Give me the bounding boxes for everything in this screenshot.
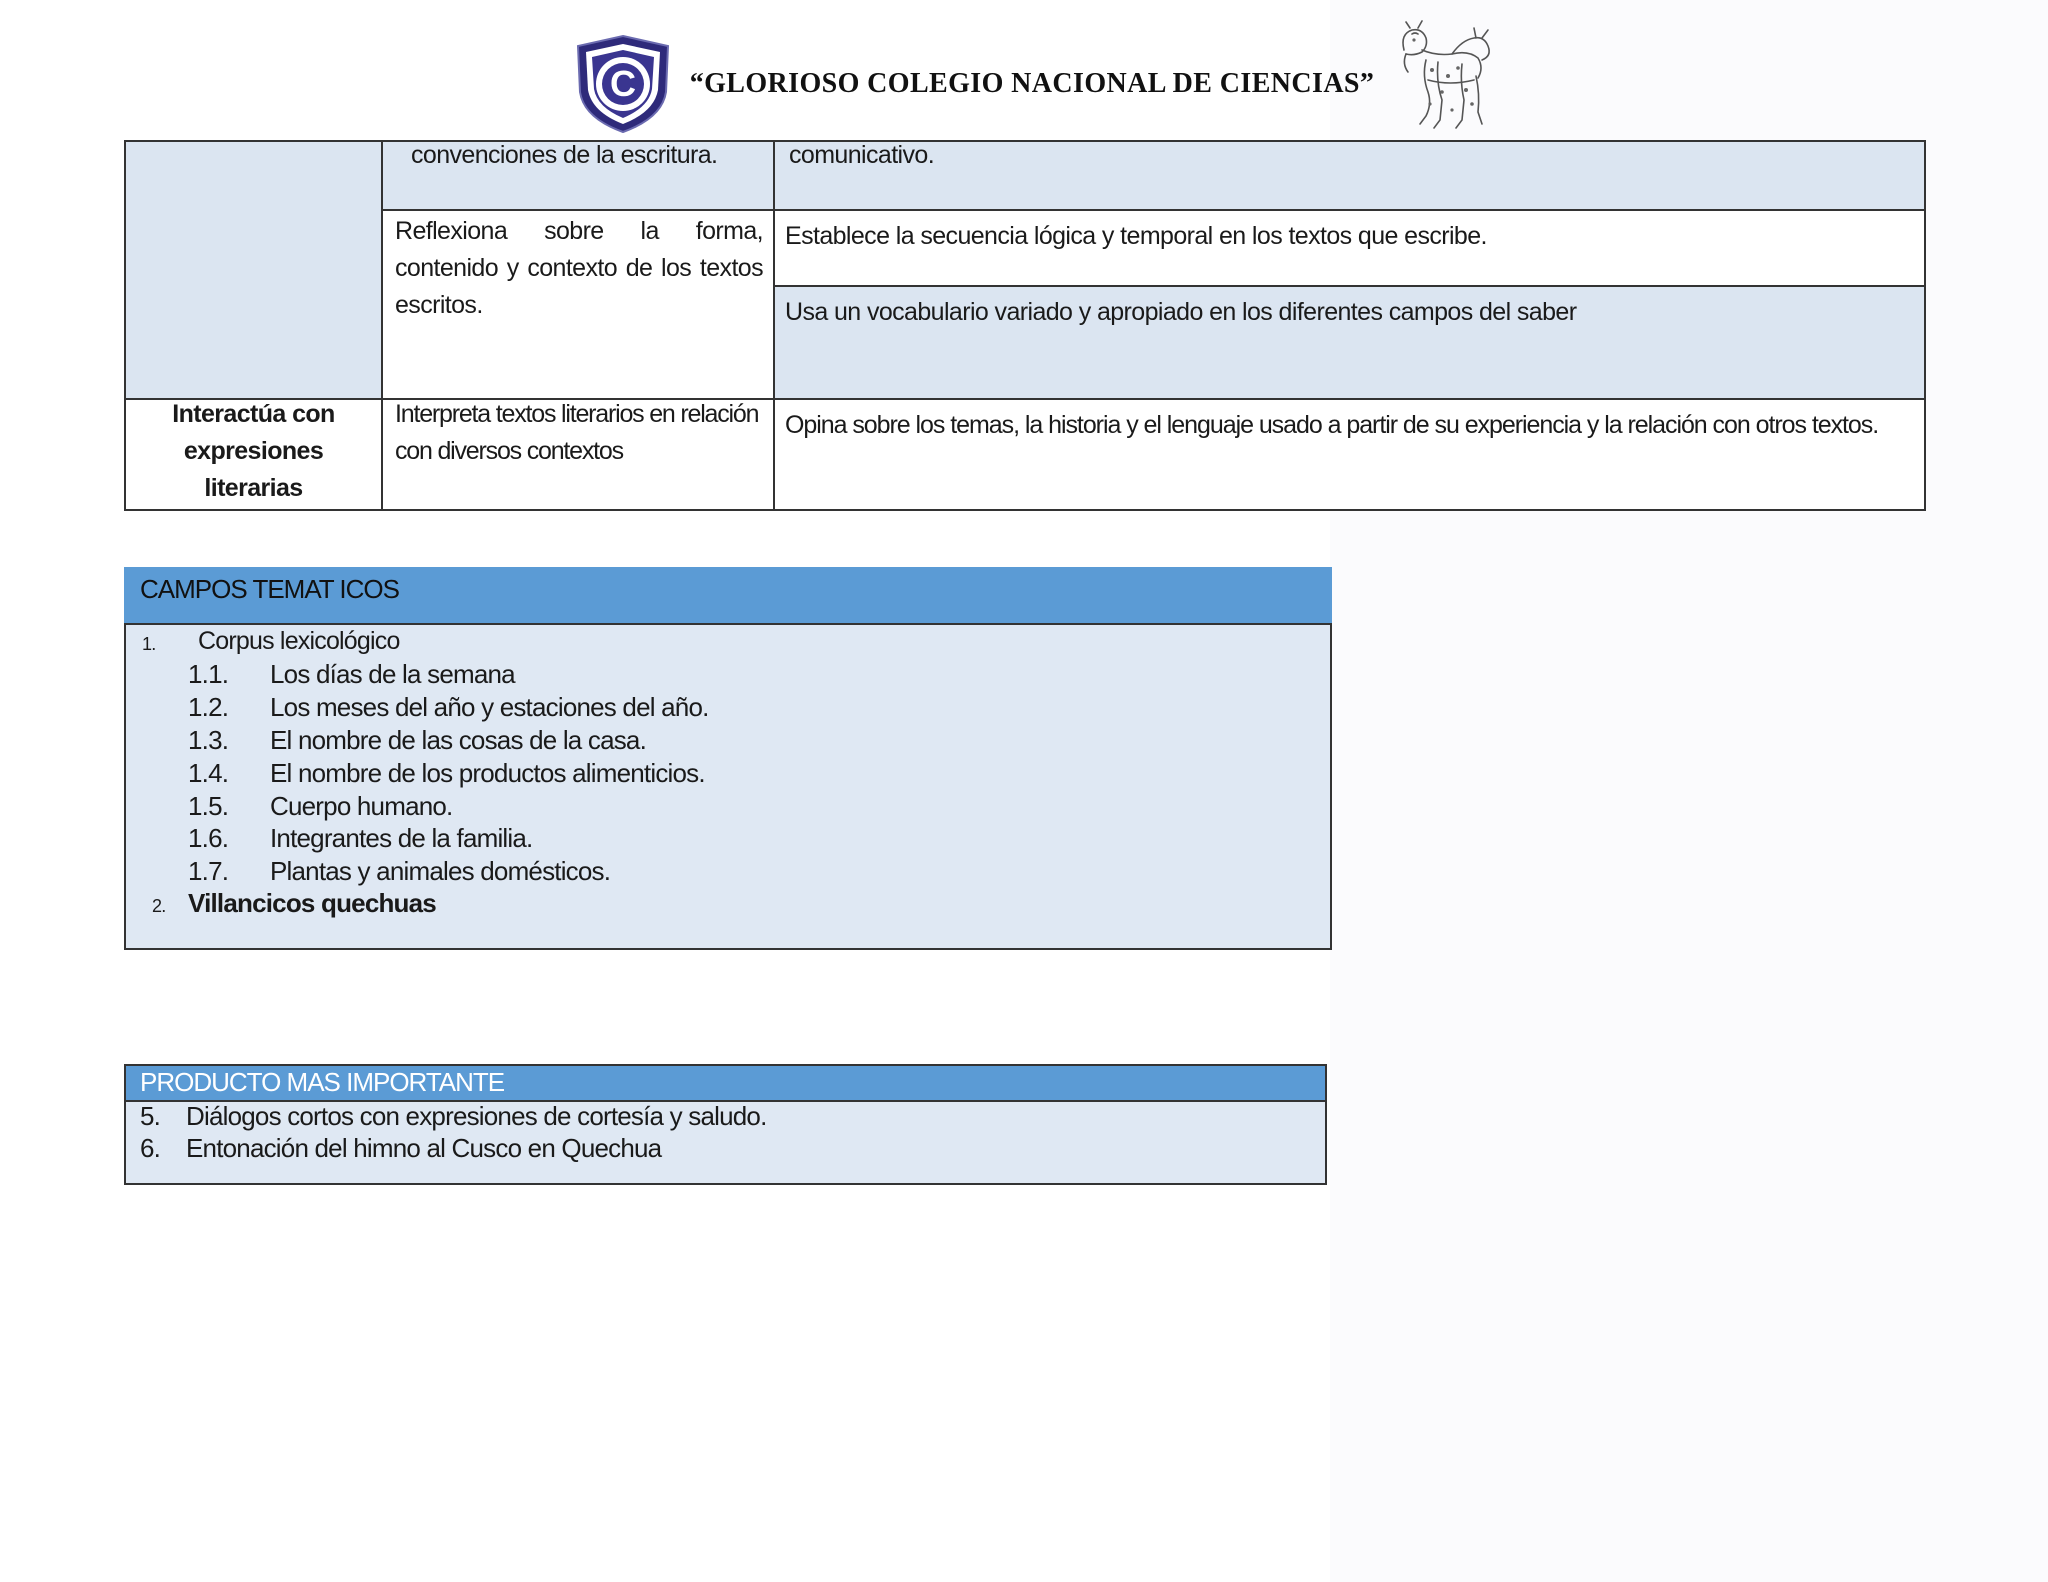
capacity-cell	[382, 399, 774, 510]
producto-title: PRODUCTO MAS IMPORTANTE	[140, 1067, 505, 1097]
indicator-cell	[774, 399, 1925, 510]
indicator-text: Usa un vocabulario variado y apropiado en los diferentes campos del saber	[785, 298, 1577, 326]
campos-tematicos-header	[124, 567, 1332, 623]
competency-table	[124, 140, 1926, 511]
campos-tematicos-list: 1. Corpus lexicológico 1.1. Los días de la semana 1.2. Los meses del año y estaciones del año. 1.3. El nombre de las cosas de la casa. 1.4. El nombre de los productos alimenticios. 1.5. Cuerpo humano. 1.6. Integrantes de la familia. 1.7. Plantas y animales domésticos. 2. Villancicos quechuas	[124, 623, 1332, 950]
indicator-text: Establece la secuencia lógica y temporal en los textos que escribe.	[785, 222, 1487, 250]
capacity-cell	[382, 141, 774, 210]
producto-header	[124, 1064, 1327, 1100]
indicator-text: comunicativo.	[789, 141, 935, 169]
competency-text: Interactúa con expresiones literarias	[172, 400, 335, 502]
svg-text:C: C	[610, 63, 636, 104]
competency-cell	[125, 399, 382, 510]
indicator-cell	[774, 141, 1925, 210]
competency-cell-empty	[125, 141, 382, 399]
mascot-drawing-icon	[1392, 20, 1498, 132]
capacity-text: convenciones de la escritura.	[411, 141, 718, 169]
capacity-text: Interpreta textos literarios en relación con diversos contextos	[395, 400, 759, 465]
campos-tematicos-title: CAMPOS TEMAT ICOS	[140, 574, 399, 604]
indicator-cell	[774, 210, 1925, 286]
indicator-text: Opina sobre los temas, la historia y el lenguaje usado a partir de su experiencia y la relación con otros textos.	[785, 411, 1879, 439]
school-title: “GLORIOSO COLEGIO NACIONAL DE CIENCIAS”	[689, 68, 1375, 99]
capacity-text: Reflexiona sobre la forma, contenido y contexto de los textos escritos.	[395, 217, 763, 319]
indicator-cell	[774, 286, 1925, 399]
capacity-cell	[382, 210, 774, 399]
producto-list: 5. Diálogos cortos con expresiones de cortesía y saludo. 6. Entonación del himno al Cusco en Quechua	[124, 1100, 1327, 1185]
school-shield-logo	[574, 34, 672, 134]
